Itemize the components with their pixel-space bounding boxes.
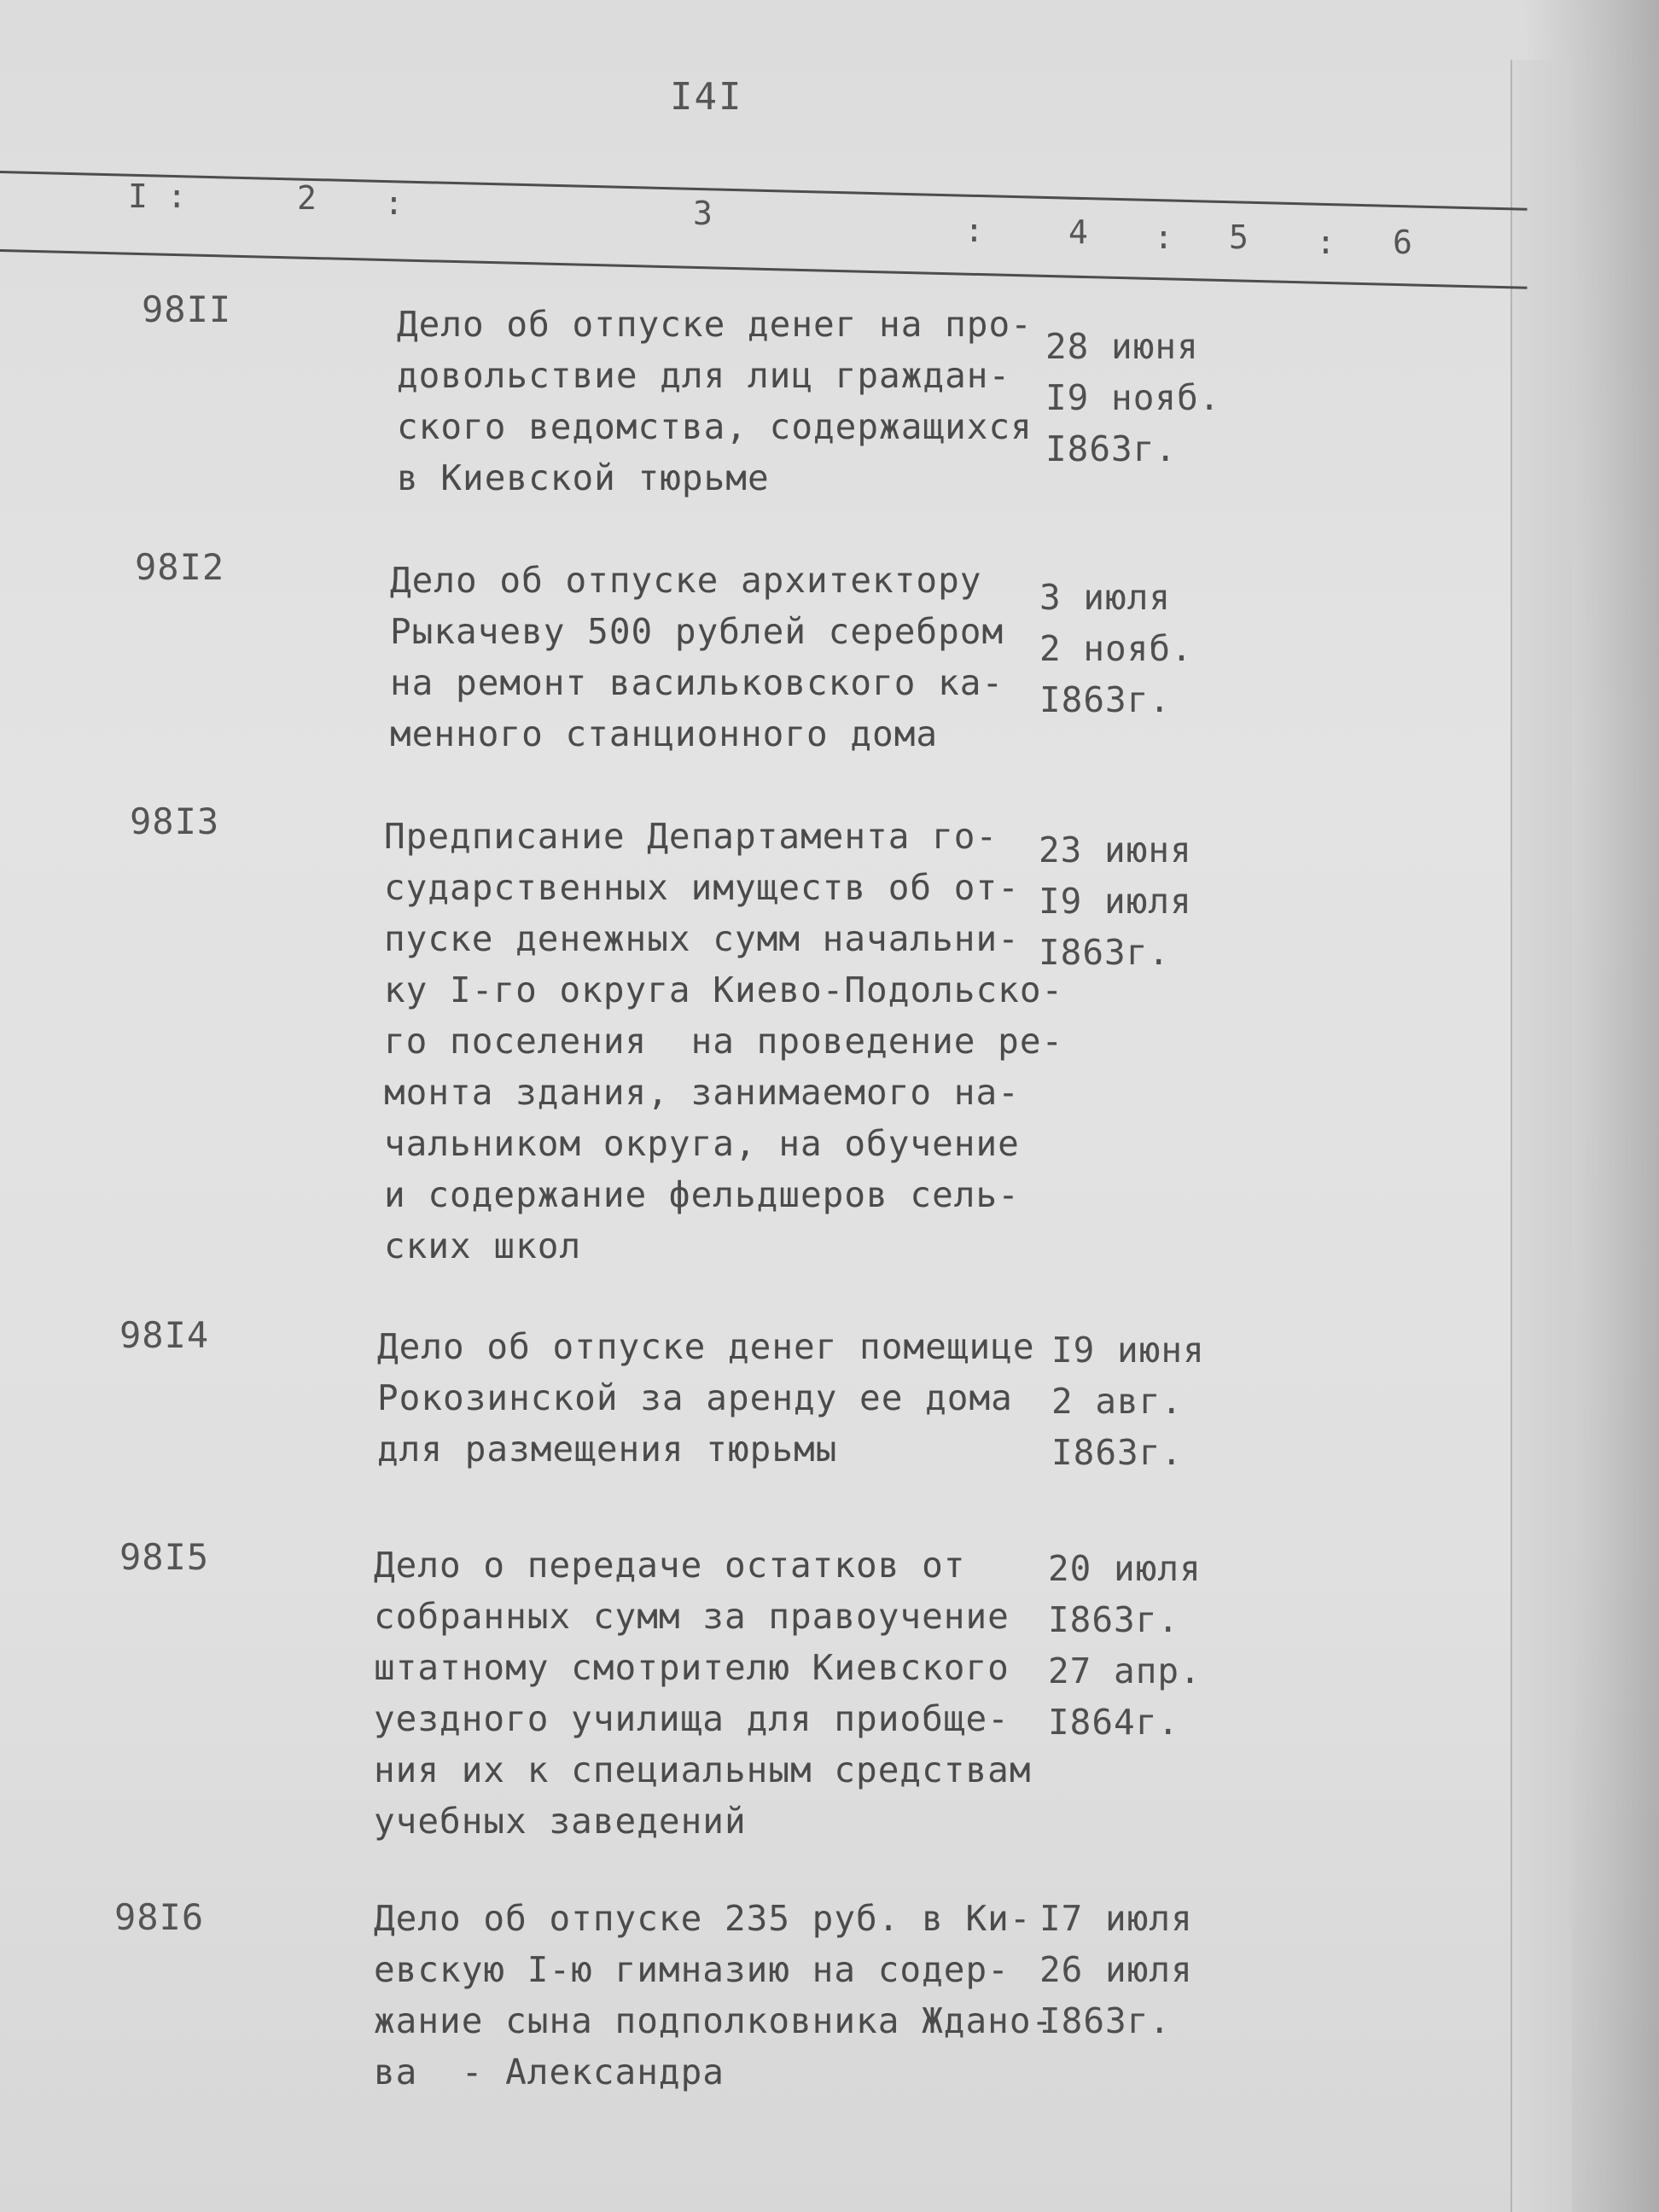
entry-description: Предписание Департамента го- сударственных имуществ об от- пуске денежных сумм начальни- ку I-го округа Киево-Подольско- го поселения на проведение ре- монта здания, занимаемого на- чальником округа, на обучение и содержание фельдшеров сель- ских школ <box>384 816 1064 1266</box>
entry-number: 98I2 <box>135 546 225 588</box>
entry-number: 98II <box>142 288 232 330</box>
entry-dates: 20 июля I863г. 27 апр. I864г. <box>1048 1548 1202 1743</box>
entry-number: 98I5 <box>119 1536 210 1578</box>
entry-number: 98I3 <box>130 800 220 842</box>
entry-number: 98I4 <box>119 1314 210 1356</box>
entry-dates: I7 июля 26 июля I863г. <box>1039 1898 1193 2041</box>
entry-dates: I9 июня 2 авг. I863г. <box>1051 1330 1205 1473</box>
page-number: I4I <box>670 75 743 119</box>
column-header-2: 2 <box>297 179 317 217</box>
column-separator: : <box>1316 224 1336 261</box>
column-header-3: 3 <box>693 195 713 232</box>
column-header-1: I : <box>128 178 187 215</box>
entry-description: Дело об отпуске 235 руб. в Ки- евскую I-ю гимназию на содер- жание сына подполковника Ждано- ва - Александра <box>374 1898 1054 2093</box>
header-rule-top <box>0 171 1528 211</box>
column-header-4: 4 <box>1068 213 1088 251</box>
entry-number: 98I6 <box>114 1896 205 1938</box>
entry-dates: 28 июня I9 нояб. I863г. <box>1045 326 1221 469</box>
entry-description: Дело об отпуске денег помещице Рокозинской за аренду ее дома для размещения тюрьмы <box>377 1326 1035 1470</box>
entry-dates: 3 июля 2 нояб. I863г. <box>1039 577 1193 720</box>
column-header-5: 5 <box>1229 218 1249 256</box>
column-header-6: 6 <box>1393 224 1412 261</box>
entry-description: Дело о передаче остатков от собранных сумм за правоучение штатному смотрителю Киевского уездного училища для приобще- ния их к специальным средствам учебных заведений <box>374 1545 1032 1842</box>
stacked-sheets-edge <box>1511 60 1572 2212</box>
entry-description: Дело об отпуске денег на про- довольствие для лиц граждан- ского ведомства, содержащихся в Киевской тюрьме <box>397 304 1033 498</box>
entry-description: Дело об отпуске архитектору Рыкачеву 500 рублей серебром на ремонт васильковского ка- менного станционного дома <box>390 560 1004 754</box>
entry-dates: 23 июня I9 июля I863г. <box>1039 830 1192 973</box>
column-separator: : <box>964 212 984 249</box>
column-separator: : <box>1154 218 1173 256</box>
header-rule-bottom <box>0 249 1528 289</box>
column-separator: : <box>384 184 404 222</box>
